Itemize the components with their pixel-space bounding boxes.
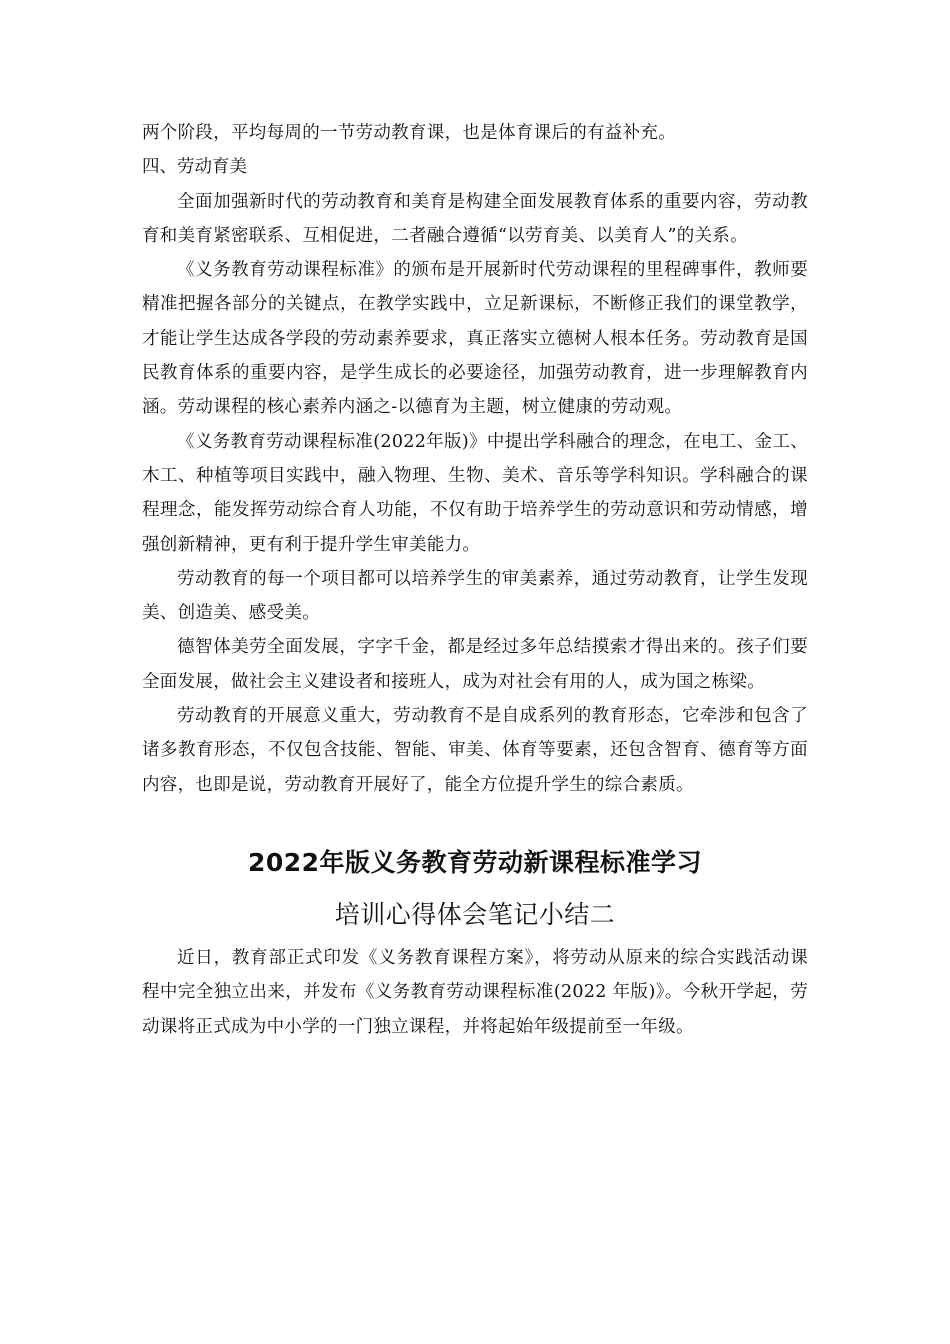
section-heading: 四、劳动育美: [142, 157, 247, 178]
title-line-1: 2022年版义务教育劳动新课程标准学习: [247, 847, 703, 877]
document-page: [142, 116, 808, 1044]
body-paragraph-7: 近日，教育部正式印发《义务教育课程方案》，将劳动从原来的综合实践活动课程中完全独立出来，并发布《义务教育劳动课程标准(2022 年版)》。今秋开学起，劳动课将正式成为中小学的一门独立课程，并将起始年级提前至一年级。: [142, 947, 808, 1037]
document-title: [142, 837, 808, 941]
body-paragraph-4: 劳动教育的每一个项目都可以培养学生的审美素养，通过劳动教育，让学生发现美、创造美、感受美。: [142, 568, 808, 624]
body-paragraph-2: 《义务教育劳动课程标准》的颁布是开展新时代劳动课程的里程碑事件，教师要精准把握各部分的关键点，在教学实践中，立足新课标，不断修正我们的课堂教学，才能让学生达成各学段的劳动素养要求，真正落实立德树人根本任务。劳动教育是国民教育体系的重要内容，是学生成长的必要途径，加强劳动教育，进一步理解教育内涵。劳动课程的核心素养内涵之-以德育为主题，树立健康的劳动观。: [142, 260, 808, 418]
intro-paragraph: 两个阶段，平均每周的一节劳动教育课，也是体育课后的有益补充。: [142, 123, 676, 143]
body-paragraph-1: 全面加强新时代的劳动教育和美育是构建全面发展教育体系的重要内容，劳动教育和美育紧密联系、互相促进，二者融合遵循“以劳育美、以美育人”的关系。: [142, 191, 808, 246]
title-line-2: 培训心得体会笔记小结二: [334, 899, 616, 929]
body-paragraph-3: 《义务教育劳动课程标准(2022年版)》中提出学科融合的理念，在电工、金工、木工、种植等项目实践中，融入物理、生物、美术、音乐等学科知识。学科融合的课程理念，能发挥劳动综合育人功能，不仅有助于培养学生的劳动意识和劳动情感，增强创新精神，更有利于提升学生审美能力。: [142, 431, 808, 555]
body-paragraph-5: 德智体美劳全面发展，字字千金，都是经过多年总结摸索才得出来的。孩子们要全面发展，做社会主义建设者和接班人，成为对社会有用的人，成为国之栋梁。: [142, 637, 808, 692]
body-paragraph-6: 劳动教育的开展意义重大，劳动教育不是自成系列的教育形态，它牵涉和包含了诸多教育形态，不仅包含技能、智能、审美、体育等要素，还包含智育、德育等方面内容，也即是说，劳动教育开展好了，能全方位提升学生的综合素质。: [142, 706, 808, 795]
